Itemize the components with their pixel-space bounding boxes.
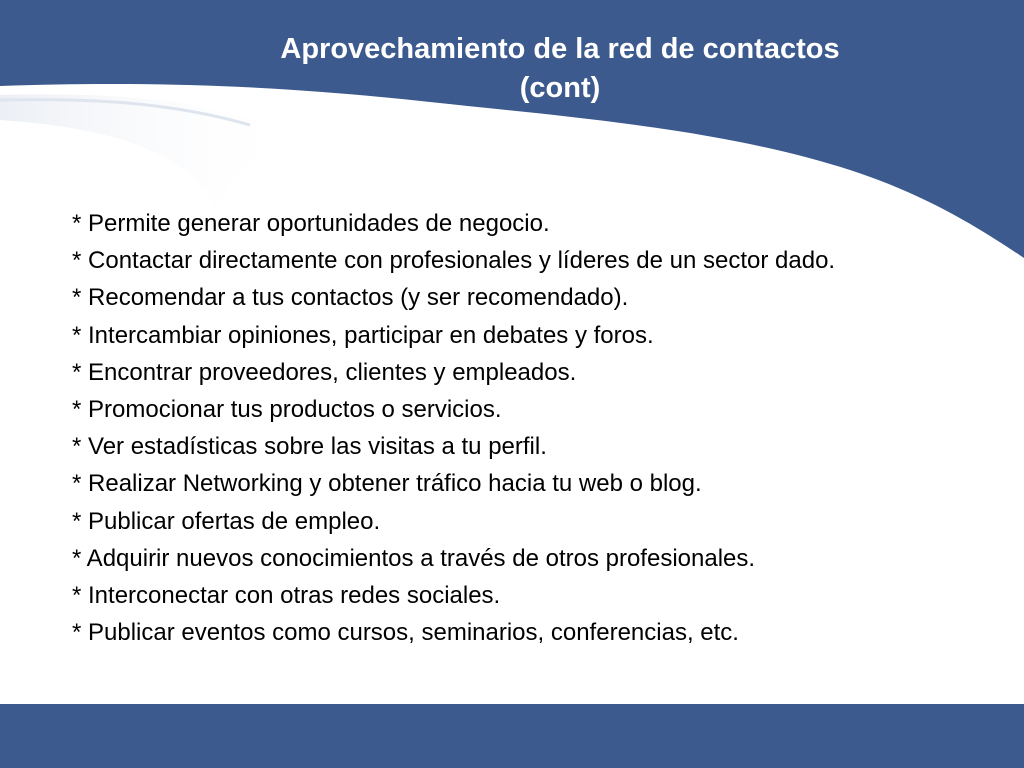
- bullet-item: * Encontrar proveedores, clientes y empleados.: [72, 358, 577, 386]
- bullet-item: * Promocionar tus productos o servicios.: [72, 396, 502, 424]
- bullet-item: * Permite generar oportunidades de negocio.: [72, 210, 550, 237]
- bullet-item: * Intercambiar opiniones, participar en debates y foros.: [72, 321, 654, 349]
- bullet-item: * Ver estadísticas sobre las visitas a tu perfil.: [72, 433, 547, 461]
- bullet-list: [72, 205, 835, 651]
- bullet-item: * Recomendar a tus contactos (y ser recomendado).: [72, 284, 629, 312]
- bullet-item: * Publicar ofertas de empleo.: [72, 507, 381, 535]
- slide-title-line-1: Aprovechamiento de la red de contactos: [280, 33, 840, 65]
- bullet-item: * Realizar Networking y obtener tráfico hacia tu web o blog.: [72, 470, 702, 498]
- slide-title-line-2: (cont): [519, 72, 601, 104]
- bullet-item: * Contactar directamente con profesionales y líderes de un sector dado.: [72, 247, 836, 275]
- slide-title: [160, 30, 960, 108]
- bullet-item: * Adquirir nuevos conocimientos a través de otros profesionales.: [72, 544, 756, 572]
- footer-bar: [0, 704, 1024, 768]
- bullet-item: * Interconectar con otras redes sociales.: [72, 582, 501, 610]
- decorative-swoosh: [0, 94, 300, 210]
- bullet-item: * Publicar eventos como cursos, seminarios, conferencias, etc.: [72, 619, 739, 647]
